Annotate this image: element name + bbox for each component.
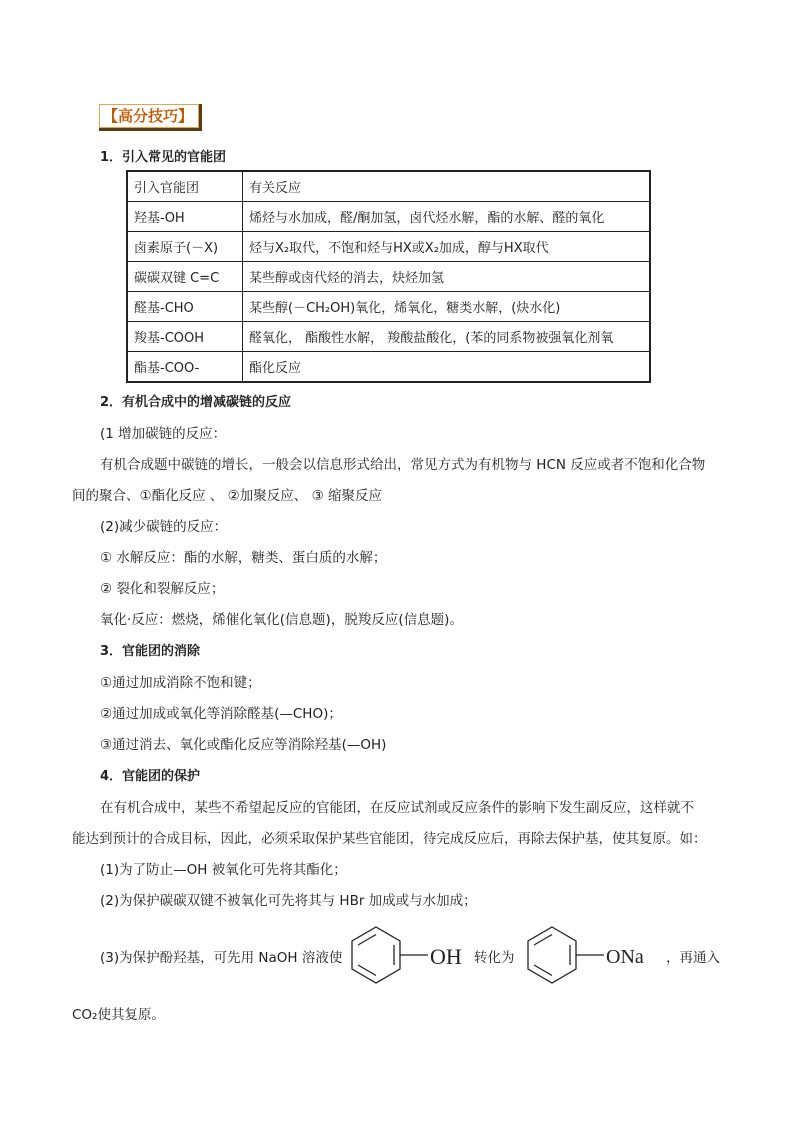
table-row [127,322,650,352]
table-cell: 烯烃与水加成，醛/酮加氢，卤代烃水解，酯的水解、醛的氧化 [243,202,651,232]
table-header-cell: 有关反应 [243,171,651,202]
paragraph-line: 间的聚合、①酯化反应 、 ②加聚反应、 ③ 缩聚反应 [72,488,382,504]
table-cell: 卤素原子(－X) [127,232,243,262]
table-cell: 羟基-OH [127,202,243,232]
table-cell: 醛氧化， 酯酸性水解， 羧酸盐酸化，(苯的同系物被强氧化剂氧 [243,322,651,352]
list-item: ②通过加成或氧化等消除醛基(—CHO)； [100,706,342,722]
list-item: (1)为了防止—OH 被氧化可先将其酯化； [100,862,347,878]
list-item: ② 裂化和裂解反应； [100,581,225,597]
heading-elimination: 3．官能团的消除 [100,644,201,659]
heading-carbon-chain: 2．有机合成中的增减碳链的反应 [100,395,292,410]
sub-heading-increase: (1 增加碳链的反应： [100,426,227,442]
table-cell: 某些醇(－CH₂OH)氧化，烯氧化，糖类水解，(炔水化) [243,292,651,322]
section-tag: 【高分技巧】 [99,104,202,131]
table-row [127,202,650,232]
table-cell: 烃与X₂取代，不饱和烃与HX或X₂加成，醇与HX取代 [243,232,651,262]
phenol-oh-label: OH [430,944,462,969]
heading-protection: 4．官能团的保护 [100,769,201,784]
list-item-text: 转化为 [474,950,515,966]
list-item: ① 水解反应：酯的水解，糖类、蛋白质的水解； [100,550,387,566]
table-row [127,352,650,383]
paragraph-line: 能达到预计的合成目标，因此，必须采取保护某些官能团，待完成反应后，再除去保护基，使其复原。如： [72,831,707,847]
table-header-row [127,171,650,202]
table-cell: 某些醇或卤代烃的消去，炔烃加氢 [243,262,651,292]
functional-group-table [126,170,651,383]
table-cell: 羧基-COOH [127,322,243,352]
table-row [127,262,650,292]
table-header-cell: 引入官能团 [127,171,243,202]
list-item: ①通过加成消除不饱和键； [100,675,261,691]
table-cell: 碳碳双键 C=C [127,262,243,292]
paragraph-line: 在有机合成中，某些不希望起反应的官能团，在反应试剂或反应条件的影响下发生副反应，这样就不 [100,800,694,816]
paragraph-line: 有机合成题中碳链的增长，一般会以信息形式给出，常见方式为有机物与 HCN 反应或者不饱和化合物 [100,457,706,473]
list-item: (2)为保护碳碳双键不被氧化可先将其与 HBr 加成或与水加成； [100,893,477,909]
list-item-text: ，再通入 [666,950,720,966]
table-row [127,292,650,322]
list-item: 氧化·反应：燃烧，烯催化氧化(信息题)，脱羧反应(信息题)。 [100,612,463,628]
list-item-text: (3)为保护酚羟基，可先用 NaOH 溶液使 [100,950,343,966]
list-item: ③通过消去、氧化或酯化反应等消除羟基(—OH) [100,737,387,753]
sub-heading-decrease: (2)减少碳链的反应： [100,519,228,535]
table-cell: 醛基-CHO [127,292,243,322]
phenoxide-ona-label: ONa [606,946,644,968]
sodium-phenoxide-structure [520,922,670,990]
table-row [127,232,650,262]
heading-functional-groups: 1．引入常见的官能团 [100,150,227,165]
table-cell: 酯基-COO- [127,352,243,383]
table-cell: 酯化反应 [243,352,651,383]
phenol-structure [344,922,474,990]
paragraph-line: CO₂使其复原。 [72,1007,165,1023]
